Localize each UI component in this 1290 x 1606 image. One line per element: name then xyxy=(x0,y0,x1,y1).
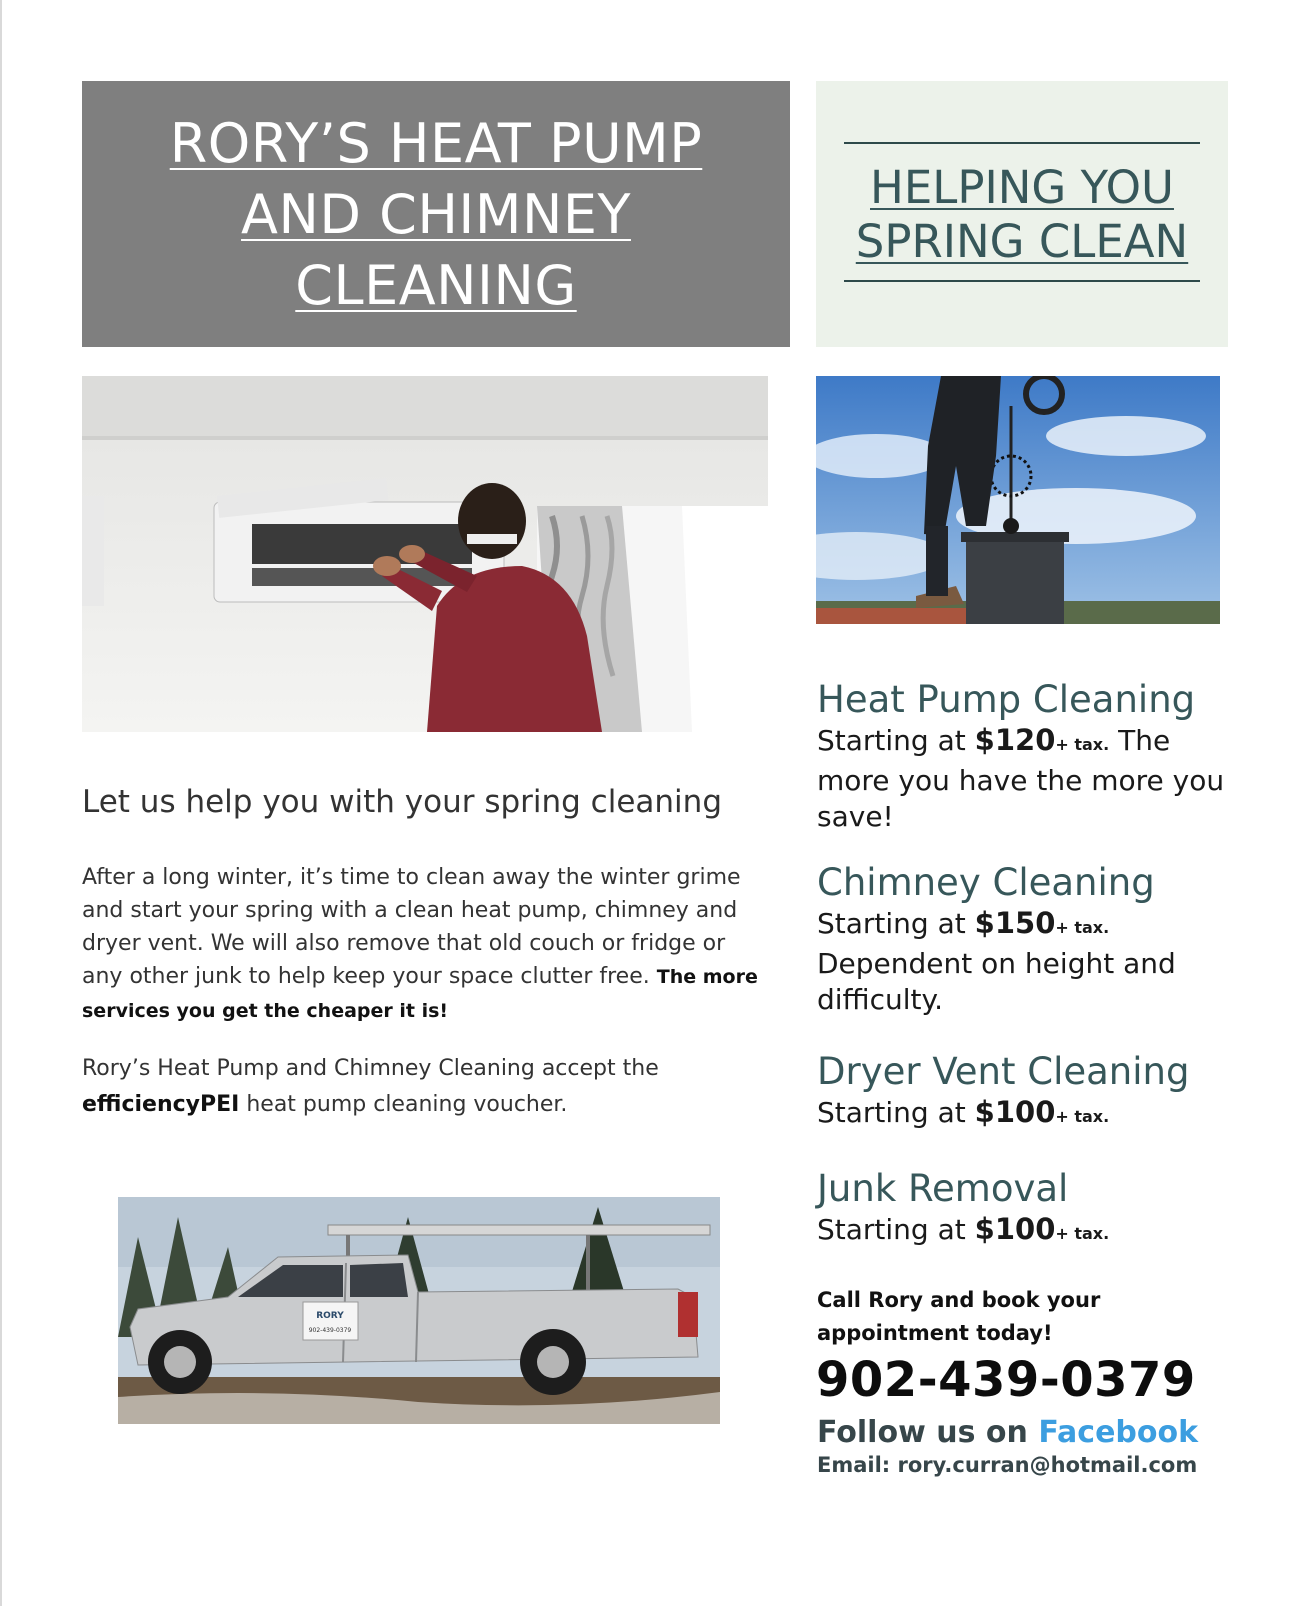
email-address[interactable]: Email: rory.curran@hotmail.com xyxy=(817,1453,1198,1477)
service-note: Dependent on height and difficulty. xyxy=(817,947,1176,1016)
tagline-top-rule xyxy=(844,142,1200,144)
intro-text: After a long winter, it’s time to clean away the winter grime and start your spring with a clean heat pump, chimney and dryer vent. We will also remove that old couch or fridge or any other junk to help keep your space clutter free. xyxy=(82,865,741,989)
price-tax: + tax. xyxy=(1055,1224,1110,1243)
service-chimney xyxy=(817,861,1237,1018)
tagline xyxy=(816,161,1228,269)
service-detail xyxy=(817,1094,1237,1135)
voucher-paragraph xyxy=(82,1051,772,1123)
follow-line xyxy=(817,1415,1198,1450)
truck-door-brand: RORY xyxy=(316,1311,344,1321)
price-value: $120 xyxy=(974,723,1056,757)
intro-paragraph xyxy=(82,861,772,1028)
tagline-line-1: HELPING YOU xyxy=(870,161,1174,214)
service-note: The more you have the more you save! xyxy=(817,724,1225,833)
service-title: Dryer Vent Cleaning xyxy=(817,1050,1190,1093)
voucher-pre: Rory’s Heat Pump and Chimney Cleaning accept the xyxy=(82,1056,659,1081)
service-detail xyxy=(817,1211,1237,1252)
service-dryer-vent xyxy=(817,1050,1237,1135)
title-banner xyxy=(82,81,790,347)
service-detail xyxy=(817,722,1237,835)
price-tax: + tax. xyxy=(1055,918,1110,937)
tagline-bottom-rule xyxy=(844,280,1200,282)
service-title: Chimney Cleaning xyxy=(817,861,1155,904)
price-prefix: Starting at xyxy=(817,724,966,757)
tagline-line-2: SPRING CLEAN xyxy=(855,215,1189,268)
voucher-brand: efficiencyPEI xyxy=(82,1092,240,1117)
price-tax: + tax. xyxy=(1055,735,1110,754)
business-title xyxy=(170,108,703,321)
facebook-link[interactable]: Facebook xyxy=(1038,1415,1199,1450)
phone-number[interactable]: 902-439-0379 xyxy=(816,1352,1196,1408)
follow-prefix: Follow us on xyxy=(817,1415,1028,1450)
page-edge xyxy=(0,0,2,1606)
voucher-post: heat pump cleaning voucher. xyxy=(246,1092,568,1117)
service-heat-pump xyxy=(817,678,1237,835)
price-value: $150 xyxy=(974,906,1056,940)
truck-door-phone: 902-439-0379 xyxy=(308,1327,352,1334)
price-prefix: Starting at xyxy=(817,1096,966,1129)
service-junk-removal xyxy=(817,1167,1237,1252)
service-detail xyxy=(817,905,1237,1018)
price-tax: + tax. xyxy=(1055,1107,1110,1126)
price-prefix: Starting at xyxy=(817,1213,966,1246)
title-line-3: CLEANING xyxy=(295,253,577,317)
intro-emphasis: The more services you get the cheaper it is! xyxy=(82,966,758,1022)
service-title: Heat Pump Cleaning xyxy=(817,678,1196,721)
price-value: $100 xyxy=(974,1212,1056,1246)
intro-lead: Let us help you with your spring cleaning xyxy=(82,784,722,820)
truck-photo xyxy=(118,1197,720,1424)
title-line-2: AND CHIMNEY xyxy=(241,182,631,246)
price-prefix: Starting at xyxy=(817,907,966,940)
chimney-photo xyxy=(816,376,1220,624)
title-line-1: RORY’S HEAT PUMP xyxy=(169,111,703,175)
tagline-box xyxy=(816,81,1228,347)
heat-pump-photo xyxy=(82,376,768,732)
call-to-action: Call Rory and book your appointment today! xyxy=(817,1288,1101,1345)
price-value: $100 xyxy=(974,1095,1056,1129)
service-title: Junk Removal xyxy=(817,1167,1069,1210)
